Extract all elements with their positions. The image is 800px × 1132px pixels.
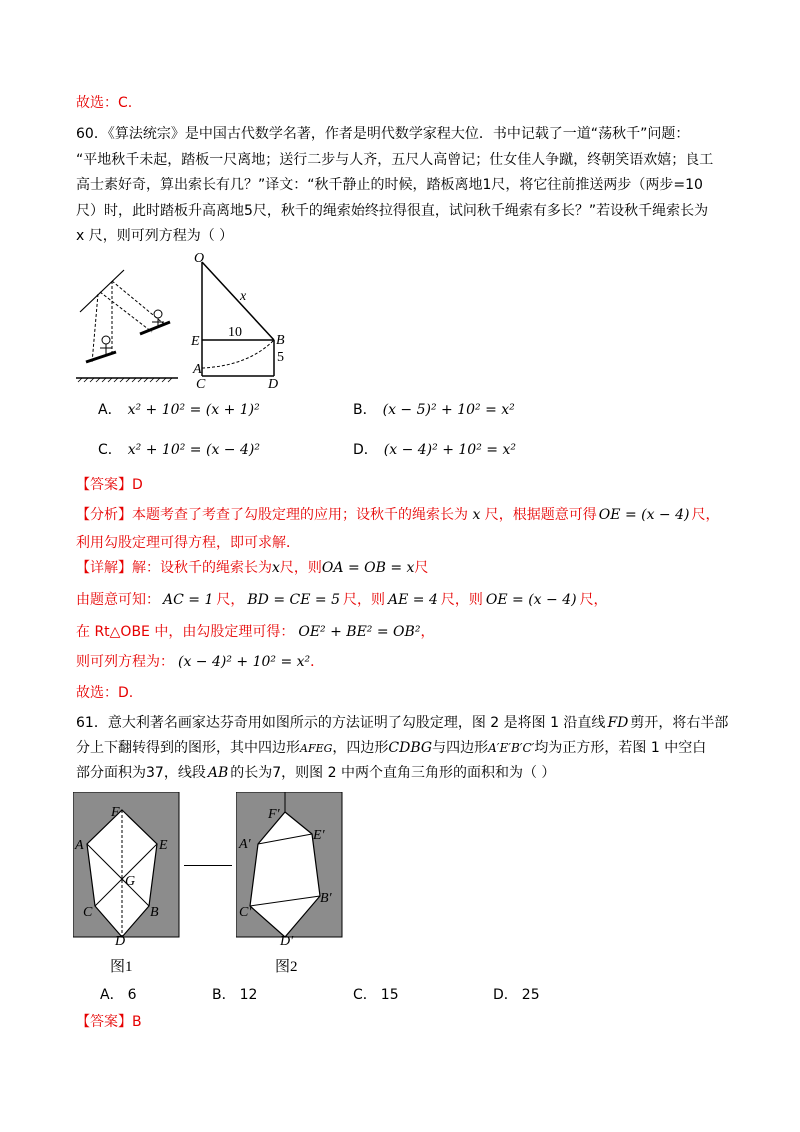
q59-final-answer: 故选：C. [76, 95, 133, 111]
q60-final-answer: 故选：D. [76, 685, 134, 701]
q60-answer [76, 475, 143, 495]
q60-stem-line-2: “平地秋千未起，踏板一尺离地；送行二步与人齐，五尺人高曾记；仕女佳人争蹴，终朝笑语欢嬉；良工 [76, 152, 714, 168]
analysis-tag: 【分析】 [76, 507, 132, 523]
detail-eq: AC = 1 [163, 592, 214, 608]
detail-text: 尺，则 [279, 560, 322, 576]
analysis-eq: OE = (x − 4) [598, 507, 690, 523]
stem-text: 与四边形 [432, 740, 489, 756]
analysis-text: 尺，根据题意可得 [484, 507, 597, 523]
q61-stem-line-2 [76, 738, 706, 759]
detail-var: x [272, 560, 280, 576]
stem-math: A′E′B′C′ [488, 741, 535, 755]
fig1-label-G: G [125, 874, 136, 889]
figure-connector-line [184, 865, 232, 866]
detail-text: 解：设秋千的绳索长为 [132, 560, 272, 576]
option-letter: B． [212, 987, 236, 1003]
detail-text: 由题意可知： [76, 592, 160, 608]
stem-math: FD [607, 715, 629, 731]
detail-text: 则可列方程为： [76, 654, 174, 670]
stem-text: 61．意大利著名画家达芬奇用如图所示的方法证明了勾股定理，图 2 是将图 1 沿直线 [76, 715, 606, 731]
detail-eq: BD = CE = 5 [247, 592, 340, 608]
fig2-label-C: C′ [239, 905, 252, 920]
swing-sketch [72, 268, 182, 384]
option-equation: (x − 4)² + 10² = x² [383, 442, 516, 458]
detail-text: 尺，则 [343, 592, 385, 608]
analysis-text: 本题考查了考查了勾股定理的应用；设秋千的绳索长为 [132, 507, 468, 523]
figure-1-diagram [73, 792, 181, 940]
swing-geometry-diagram [188, 250, 298, 390]
fig1-label-E: E [159, 838, 168, 853]
label-E: E [191, 334, 200, 349]
figure-1-caption: 图1 [110, 959, 133, 975]
detail-eq: AE = 4 [388, 592, 438, 608]
detail-text: 在 Rt△OBE 中，由勾股定理可得： [76, 624, 295, 640]
stem-text: 剪开，将右半部 [630, 715, 729, 731]
q60-option-d[interactable] [353, 440, 516, 460]
q60-analysis-line-2: 利用勾股定理可得方程，即可求解． [76, 535, 300, 551]
label-O: O [194, 251, 205, 266]
fig1-label-F: F [111, 805, 120, 820]
analysis-text: 尺， [691, 507, 720, 523]
q61-stem-line-1 [76, 713, 728, 733]
option-value: 6 [127, 987, 137, 1003]
figure-2-diagram [236, 792, 344, 940]
detail-eq: OE = (x − 4) [485, 592, 577, 608]
q60-detail-line-4 [76, 652, 324, 672]
stem-text: ，四边形 [332, 740, 389, 756]
q61-option-c[interactable] [353, 985, 399, 1005]
option-letter: B． [353, 402, 377, 418]
stem-math: AFEG [300, 742, 333, 755]
fig1-label-C: C [83, 905, 93, 920]
answer-tag: 【答案】 [76, 1014, 132, 1030]
q60-stem-line-3: 高士素好奇，算出索长有几？”译文：“秋千静止的时候，踏板离地1尺，将它往前推送两步（两步=10 [76, 177, 703, 193]
fig1-label-B: B [150, 905, 159, 920]
fig2-label-F: F′ [268, 807, 280, 822]
option-value: 25 [521, 987, 540, 1003]
q61-answer [76, 1012, 142, 1032]
label-5: 5 [277, 350, 284, 365]
fig1-label-D: D [115, 934, 126, 949]
label-A: A [193, 362, 202, 377]
q60-stem-line-5: x 尺，则可列方程为（ ） [76, 228, 234, 244]
option-equation: (x − 5)² + 10² = x² [382, 402, 515, 418]
answer-value: D [132, 477, 143, 493]
fig2-label-A: A′ [239, 837, 251, 852]
q60-detail-line-1 [76, 558, 428, 578]
q60-stem-line-4: 尺）时，此时踏板升高离地5尺，秋千的绳索始终拉得很直，试问秋千绳索有多长？”若设秋千绳索长为 [76, 203, 709, 219]
label-x: x [240, 289, 247, 304]
detail-text: ， [420, 624, 435, 640]
stem-text: 部分面积为37，线段 [76, 765, 206, 781]
q61-stem-line-3 [76, 763, 555, 783]
detail-eq: OA = OB = x [321, 560, 415, 576]
analysis-var: x [468, 507, 485, 523]
detail-text: 尺， [579, 592, 608, 608]
detail-text: ． [310, 654, 325, 670]
detail-tag: 【详解】 [76, 560, 132, 576]
fig2-label-E: E′ [313, 828, 325, 843]
answer-value: B [132, 1014, 142, 1030]
option-equation: x² + 10² = (x + 1)² [127, 402, 260, 418]
q60-option-a[interactable] [98, 400, 260, 420]
q60-stem-line-1: 60．《算法统宗》是中国古代数学名著，作者是明代数学家程大位．书中记载了一道“荡秋千”问题： [76, 126, 690, 142]
q60-option-b[interactable] [353, 400, 515, 420]
label-B: B [276, 333, 285, 348]
stem-text: 均为正方形，若图 1 中空白 [534, 740, 707, 756]
option-value: 15 [380, 987, 399, 1003]
option-letter: A． [98, 402, 122, 418]
detail-text: 尺 [414, 560, 429, 576]
swing-arc [202, 340, 274, 368]
stem-text: 的长为7，则图 2 中两个直角三角形的面积和为（ ） [230, 765, 556, 781]
q61-option-b[interactable] [212, 985, 257, 1005]
q61-option-a[interactable] [100, 985, 137, 1005]
option-equation: x² + 10² = (x − 4)² [127, 442, 260, 458]
option-value: 12 [239, 987, 258, 1003]
stem-math: AB [207, 765, 229, 781]
q60-detail-line-2 [76, 590, 608, 610]
detail-text: 尺， [216, 592, 245, 608]
detail-eq: (x − 4)² + 10² = x² [178, 654, 311, 670]
detail-eq: OE² + BE² = OB² [298, 624, 421, 640]
label-10: 10 [228, 325, 242, 340]
option-letter: C． [353, 987, 377, 1003]
option-letter: C． [98, 442, 122, 458]
q61-option-d[interactable] [493, 985, 540, 1005]
q60-option-c[interactable] [98, 440, 260, 460]
stem-math: CDBG [388, 740, 433, 756]
fig2-label-B: B′ [320, 891, 332, 906]
answer-tag: 【答案】 [76, 477, 132, 493]
q60-detail-line-3 [76, 622, 434, 642]
label-D: D [268, 377, 279, 390]
stem-text: 分上下翻转得到的图形，其中四边形 [76, 740, 300, 756]
fig1-label-A: A [75, 838, 84, 853]
fig2-label-D: D′ [280, 934, 294, 949]
label-C: C [196, 377, 206, 390]
option-letter: A． [100, 987, 124, 1003]
q60-analysis-line-1 [76, 505, 719, 525]
detail-text: 尺，则 [440, 592, 483, 608]
option-letter: D． [493, 987, 518, 1003]
option-letter: D． [353, 442, 378, 458]
figure-2-caption: 图2 [275, 959, 298, 975]
